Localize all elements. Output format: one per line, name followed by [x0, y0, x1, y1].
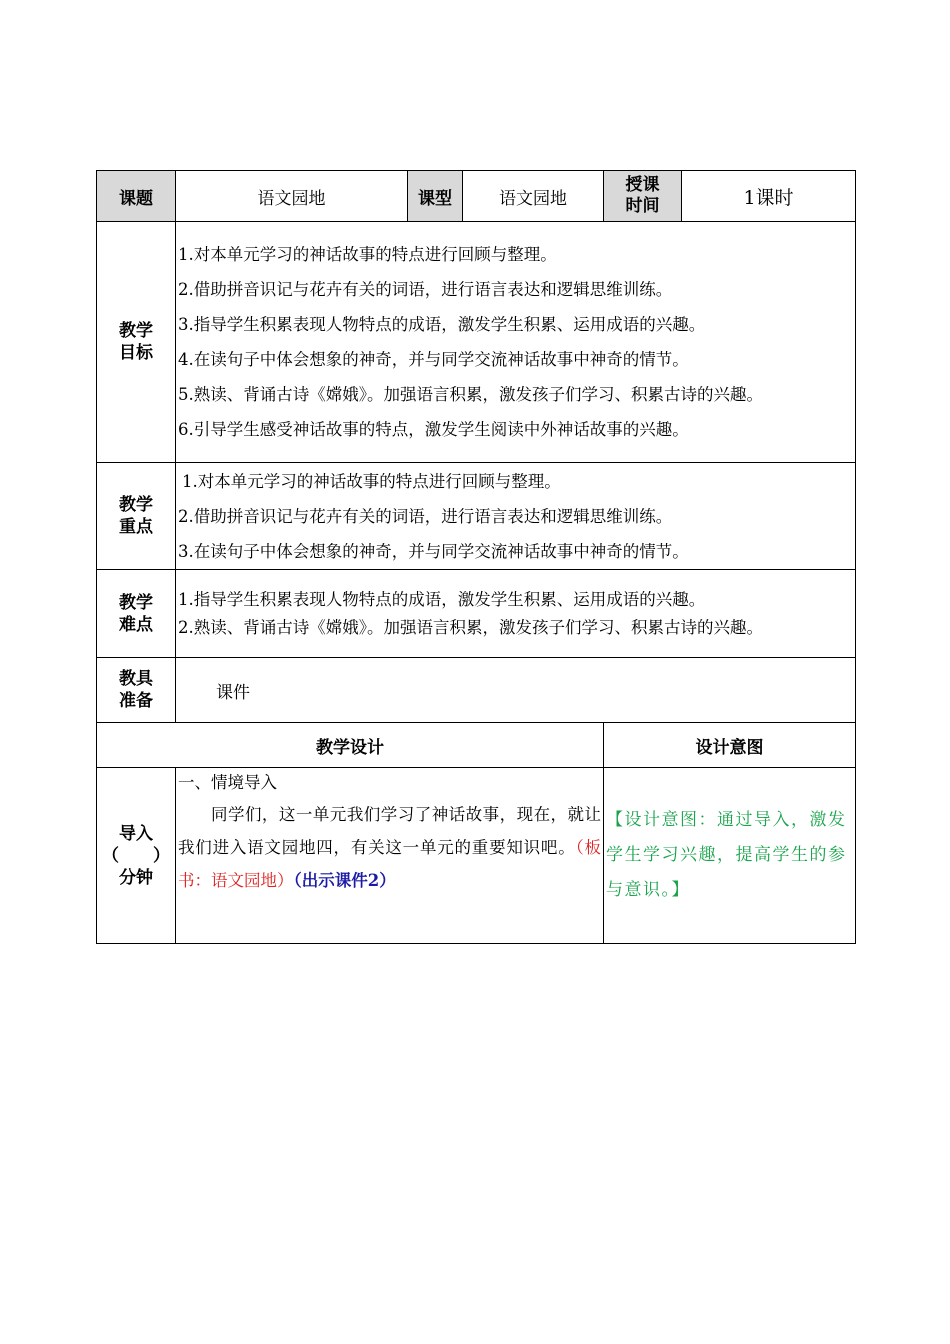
difficulty-item: 1.指导学生积累表现人物特点的成语，激发学生积累、运用成语的兴趣。 — [178, 589, 706, 609]
intro-label — [97, 768, 176, 944]
header-row — [97, 171, 856, 222]
type-label: 课型 — [408, 171, 463, 222]
difficulties-content — [176, 570, 856, 658]
difficulties-label-line-2: 难点 — [119, 614, 153, 635]
key-points-content — [176, 463, 856, 570]
key-points-label — [97, 463, 176, 570]
objective-item: 2.借助拼音识记与花卉有关的词语，进行语言表达和逻辑思维训练。 — [178, 280, 673, 299]
intro-paragraph-text: 同学们，这一单元我们学习了神话故事，现在，就让我们进入语文园地四，有关这一单元的重要知识吧。 — [178, 805, 601, 857]
type-value: 语文园地 — [463, 171, 604, 222]
lesson-plan-table — [96, 170, 856, 944]
intro-content — [176, 768, 604, 944]
tools-label — [97, 658, 176, 723]
intro-intent-cell — [604, 768, 856, 944]
key-point-item: 2.借助拼音识记与花卉有关的词语，进行语言表达和逻辑思维训练。 — [178, 506, 673, 526]
objective-item: 1.对本单元学习的神话故事的特点进行回顾与整理。 — [178, 245, 557, 264]
intro-section-title: 一、情境导入 — [178, 773, 277, 792]
tools-value: 课件 — [176, 658, 856, 723]
objectives-row — [97, 222, 856, 463]
difficulty-item: 2.熟读、背诵古诗《嫦娥》。加强语言积累，激发孩子们学习、积累古诗的兴趣。 — [178, 617, 763, 637]
time-value: 1课时 — [682, 171, 856, 222]
key-points-row — [97, 463, 856, 570]
objectives-content — [176, 222, 856, 463]
intro-label-line-1: 导入 — [119, 823, 153, 844]
key-points-label-line-2: 重点 — [119, 517, 153, 537]
time-label-line-2: 时间 — [625, 196, 660, 216]
intro-paragraph — [178, 798, 603, 897]
key-point-item: 3.在读句子中体会想象的神奇，并与同学交流神话故事中神奇的情节。 — [178, 541, 689, 561]
objectives-label-line-2: 目标 — [119, 343, 153, 363]
intent-heading: 设计意图 — [604, 723, 856, 768]
key-point-item: 1.对本单元学习的神话故事的特点进行回顾与整理。 — [182, 471, 561, 491]
intro-label-line-2: （ ） — [102, 845, 170, 866]
objective-item: 5.熟读、背诵古诗《嫦娥》。加强语言积累，激发孩子们学习、积累古诗的兴趣。 — [178, 385, 763, 404]
courseware-note: （出示课件2） — [293, 871, 396, 890]
time-label-line-1: 授课 — [625, 175, 660, 195]
tools-label-line-1: 教具 — [119, 669, 153, 689]
tools-row — [97, 658, 856, 723]
difficulties-label-line-1: 教学 — [119, 592, 153, 613]
design-heading-row — [97, 723, 856, 768]
design-heading: 教学设计 — [97, 723, 604, 768]
lesson-plan-sheet — [96, 170, 855, 944]
board-note: （板书：语文园地） — [178, 838, 601, 890]
objective-item: 4.在读句子中体会想象的神奇，并与同学交流神话故事中神奇的情节。 — [178, 350, 689, 369]
tools-label-line-2: 准备 — [119, 691, 153, 711]
objectives-label-line-1: 教学 — [119, 321, 153, 341]
difficulties-row — [97, 570, 856, 658]
difficulties-label — [97, 570, 176, 658]
intro-row — [97, 768, 856, 944]
time-label — [604, 171, 682, 222]
key-points-label-line-1: 教学 — [119, 495, 153, 515]
objective-item: 6.引导学生感受神话故事的特点，激发学生阅读中外神话故事的兴趣。 — [178, 420, 689, 439]
topic-label: 课题 — [97, 171, 176, 222]
intro-label-line-3: 分钟 — [119, 867, 153, 888]
objectives-label — [97, 222, 176, 463]
intro-intent: 【设计意图：通过导入，激发学生学习兴趣，提高学生的参与意识。】 — [606, 810, 847, 900]
topic-value: 语文园地 — [176, 171, 408, 222]
objective-item: 3.指导学生积累表现人物特点的成语，激发学生积累、运用成语的兴趣。 — [178, 315, 706, 334]
